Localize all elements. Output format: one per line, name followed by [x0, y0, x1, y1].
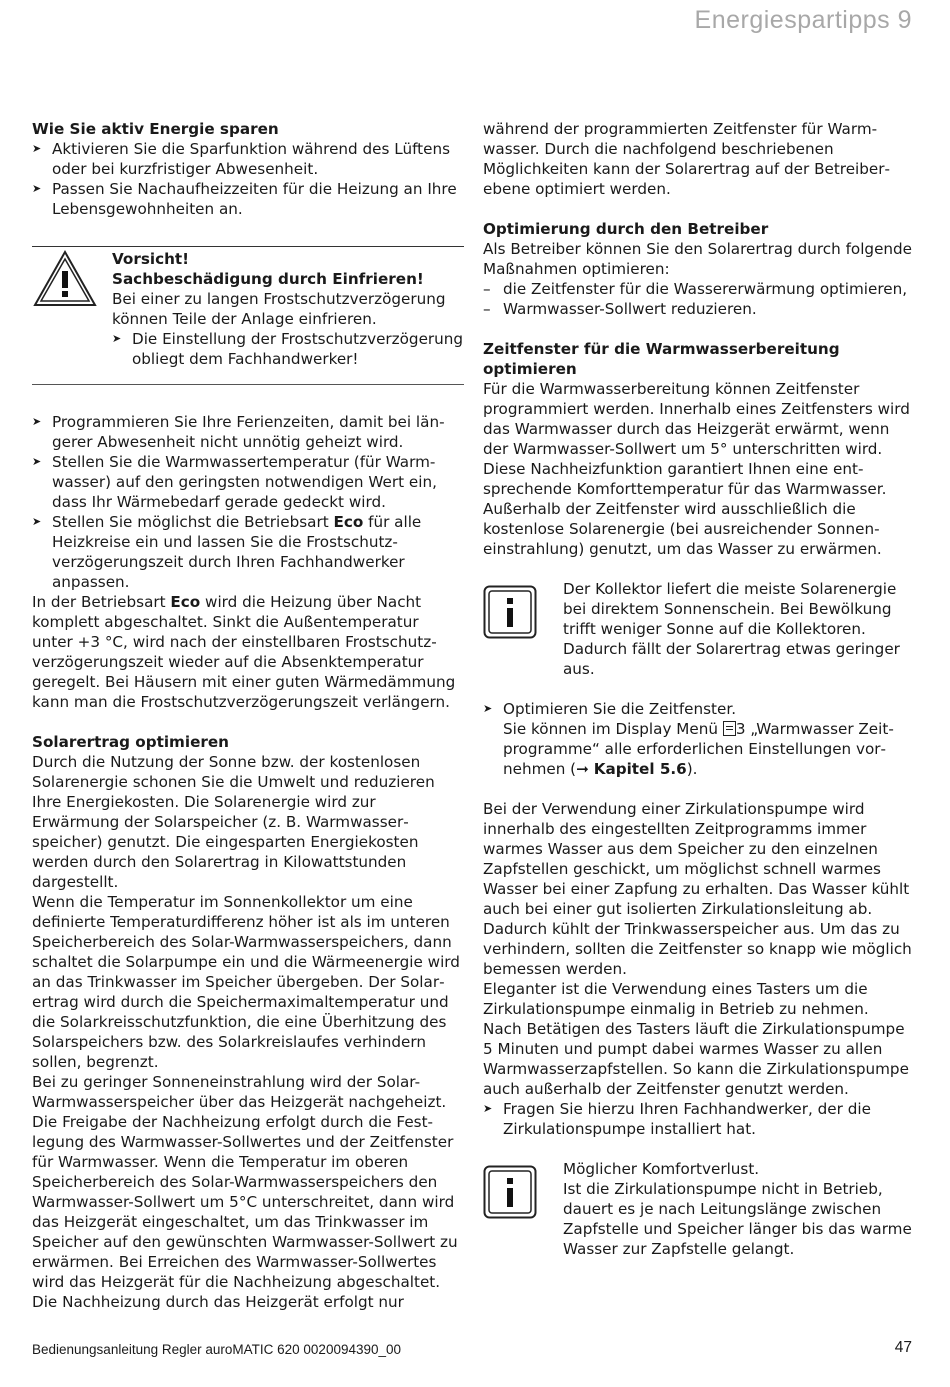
paragraph: Bei zu geringer Sonneneinstrahlung wird der Solar-Warmwasserspeicher über das Heizgerät nachgeheizt. Die Freigabe der Nachheizung erfolgt durch die Festlegung des Warmwasser-Sollwertes und der Zeitfenster für Warmwasser. Wenn die Temperatur im oberen Speicherbereich des Solar-Warmwasserspeichers den Warmwasser-Sollwert um 5°C unterschreitet, dann wird das Heizgerät eingeschaltet, um das Trinkwasser im Speicher auf den gewünschten Warmwasser-Sollwert zu erwärmen. Bei Erreichen des Warmwasser-Sollwertes wird das Heizgerät für die Nachheizung abgeschaltet. Die Nachheizung durch das Heizgerät erfolgt nur	[32, 1073, 458, 1311]
paragraph: Wenn die Temperatur im Sonnenkollektor um eine definierte Temperaturdifferenz höher ist als im unteren Speicherbereich des Solar-Warmwasserspeichers, dann schaltet die Solarpumpe ein und die Wärmeenergie wird an das Trinkwasser im Speicher übergeben. Der Solarertrag wird durch die Speichermaximaltemperatur und die Solarkreisschutzfunktion, die eine Überhitzung des Solarspeichers bzw. des Solarkreislaufes verhindern sollen, begrenzt.	[32, 893, 460, 1071]
bullet-item: ➤ Aktivieren Sie die Sparfunktion während des Lüftens oder bei kurzfristiger Abwesenheit.	[32, 139, 464, 179]
info-title: Möglicher Komfortverlust.	[563, 1160, 760, 1178]
right-column	[483, 119, 915, 1259]
bullet-item: ➤ Fragen Sie hierzu Ihren Fachhandwerker, der die Zirkulationspumpe installiert hat.	[483, 1099, 915, 1139]
paragraph: Eleganter ist die Verwendung eines Tasters um die Zirkulationspumpe einmalig in Betrieb zu nehmen.	[483, 980, 869, 1018]
paragraph: Bei der Verwendung einer Zirkulationspumpe wird innerhalb des eingestellten Zeitprogramms immer warmes Wasser aus dem Speicher zu den einzelnen Zapfstellen geschickt, um möglichst schnell warmes Wasser bei einer Zapfung zu erhalten. Das Wasser kühlt auch bei einer gut isolierten Zirkulationsleitung ab. Dadurch kühlt der Trinkwasserspeicher aus. Um das zu verhindern, sollten die Zeitfenster so knapp wie möglich bemessen werden.	[483, 800, 912, 978]
paragraph: Nach Betätigen des Tasters läuft die Zirkulationspumpe 5 Minuten und pumpt dabei warmes Wasser zu allen Warmwasserzapfstellen. So kann die Zirkulationspumpe auch außerhalb der Zeitfenster genutzt werden.	[483, 1020, 909, 1098]
section-heading-solar: Solarertrag optimieren	[32, 733, 229, 751]
arrow-icon: ➞	[576, 760, 589, 778]
paragraph: Als Betreiber können Sie den Solarertrag durch folgende Maßnahmen optimieren:	[483, 240, 913, 278]
chapter-reference: Kapitel 5.6	[593, 760, 687, 778]
page-header-title: Energiespartipps 9	[694, 6, 912, 34]
page-number: 47	[894, 1339, 912, 1356]
bullet-item: ➤ Programmieren Sie Ihre Ferienzeiten, damit bei längerer Abwesenheit nicht unnötig geheizt wird.	[32, 412, 464, 452]
info-text: Der Kollektor liefert die meiste Solarenergie bei direktem Sonnenschein. Bei Bewölkung trifft weniger Sonne auf die Kollektoren. Dadurch fällt der Solarertrag etwas geringer aus.	[563, 580, 900, 678]
paragraph: während der programmierten Zeitfenster für Warmwasser. Durch die nachfolgend beschriebenen Möglichkeiten kann der Solarertrag auf der Betreiberebene optimiert werden.	[483, 120, 890, 198]
info-box	[483, 1159, 915, 1259]
section-heading-timewindow: Zeitfenster für die Warmwasserbereitung optimieren	[483, 340, 840, 378]
section-heading-operator: Optimierung durch den Betreiber	[483, 220, 769, 238]
caution-title: Vorsicht!	[112, 250, 190, 268]
footer-document-title: Bedienungsanleitung Regler auroMATIC 620 0020094390_00	[32, 1342, 402, 1357]
paragraph: Für die Warmwasserbereitung können Zeitfenster programmiert werden. Innerhalb eines Zeitfensters wird das Warmwasser durch das Heizgerät erwärmt, wenn der Warmwasser-Sollwert um 5° unterschritten wird. Diese Nachheizfunktion garantiert Ihnen eine entsprechende Komforttemperatur für das Warmwasser. Außerhalb der Zeitfenster wird ausschließlich die kostenlose Solarenergie (bei ausreichender Sonneneinstrahlung) genutzt, um das Wasser zu erwärmen.	[483, 380, 910, 558]
caution-box	[32, 246, 464, 385]
info-icon	[483, 1165, 537, 1219]
info-text: Ist die Zirkulationspumpe nicht in Betrieb, dauert es je nach Leitungslänge zwischen Zapfstelle und Speicher länger bis das warme Wasser zur Zapfstelle gelangt.	[563, 1180, 912, 1258]
paragraph: In der Betriebsart Eco wird die Heizung über Nacht komplett abgeschaltet. Sinkt die Außentemperatur unter +3 °C, wird nach der einstellbaren Frostschutzverzögerungszeit wieder auf die Absenktemperatur geregelt. Bei Häusern mit einer guten Wärmedämmung kann man die Frostschutzverzögerungszeit verlängern.	[32, 593, 456, 711]
info-box	[483, 579, 915, 679]
section-heading-energy: Wie Sie aktiv Energie sparen	[32, 120, 279, 138]
info-icon	[483, 585, 537, 639]
dash-item: – Warmwasser-Sollwert reduzieren.	[483, 299, 915, 319]
caution-bullet: ➤ Die Einstellung der Frostschutzverzögerung obliegt dem Fachhandwerker!	[112, 329, 464, 369]
caution-subtitle: Sachbeschädigung durch Einfrieren!	[112, 270, 424, 288]
caution-text: Bei einer zu langen Frostschutzverzögerung können Teile der Anlage einfrieren.	[112, 290, 446, 328]
bullet-item: ➤ Stellen Sie möglichst die Betriebsart Eco für alle Heizkreise ein und lassen Sie die Frostschutzverzögerungszeit durch Ihren Fachhandwerker anpassen.	[32, 512, 464, 592]
bullet-item: ➤ Optimieren Sie die Zeitfenster. Sie können im Display Menü 3 „Warmwasser Zeitprogramme“ alle erforderlichen Einstellungen vornehmen (➞ Kapitel 5.6).	[483, 699, 915, 779]
paragraph: Durch die Nutzung der Sonne bzw. der kostenlosen Solarenergie schonen Sie die Umwelt und reduzieren Ihre Energiekosten. Die Solarenergie wird zur Erwärmung der Solarspeicher (z. B. Warmwasserspeicher) genutzt. Die eingesparten Energiekosten werden durch den Solarertrag in Kilowattstunden dargestellt.	[32, 753, 435, 891]
left-column	[32, 119, 464, 1312]
bullet-item: ➤ Passen Sie Nachaufheizzeiten für die Heizung an Ihre Lebensgewohnheiten an.	[32, 179, 464, 219]
warning-icon	[32, 249, 98, 309]
dash-item: – die Zeitfenster für die Wassererwärmung optimieren,	[483, 279, 915, 299]
bullet-item: ➤ Stellen Sie die Warmwassertemperatur (für Warmwasser) auf den geringsten notwendigen Wert ein, dass Ihr Wärmebedarf gerade gedeckt wird.	[32, 452, 464, 512]
menu-icon	[723, 721, 736, 736]
